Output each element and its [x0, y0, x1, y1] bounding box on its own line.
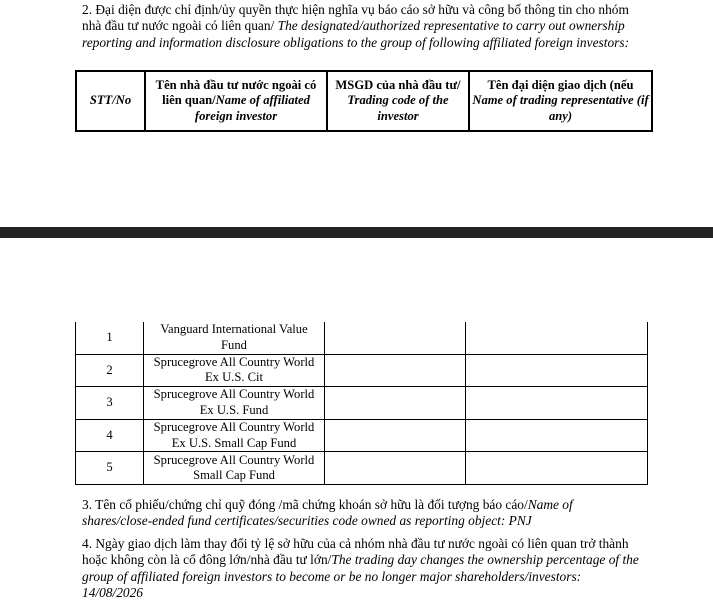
row-number: 3: [76, 387, 144, 420]
trading-representative: [466, 452, 648, 485]
trading-code: [325, 419, 466, 452]
trading-representative: [466, 419, 648, 452]
section-3-vi: 3. Tên cổ phiếu/chứng chỉ quỹ đóng /mã chứng khoán sở hữu là đối tượng báo cáo/: [82, 497, 528, 512]
header-stt: STT/No: [76, 71, 145, 131]
trading-representative: [466, 322, 648, 354]
row-number: 1: [76, 322, 144, 354]
table-row: [76, 452, 648, 485]
table-row: [76, 419, 648, 452]
investor-name: Sprucegrove All Country World Small Cap Fund: [144, 452, 325, 485]
investor-name: Sprucegrove All Country World Ex U.S. Small Cap Fund: [144, 419, 325, 452]
investor-name: Vanguard International Value Fund: [144, 322, 325, 354]
header-trading-representative: Tên đại diện giao dịch (nếu Name of trading representative (if any): [469, 71, 652, 131]
investor-table-body: [75, 322, 648, 485]
trading-representative: [466, 387, 648, 420]
table-row: [76, 387, 648, 420]
table-row: [76, 354, 648, 387]
investor-name: Sprucegrove All Country World Ex U.S. Cit: [144, 354, 325, 387]
section-3-en: Name of shares/close-ended fund certificates/securities code owned as reporting object: PNJ: [82, 497, 573, 529]
investor-table-header: [75, 70, 653, 132]
section-3-paragraph: [82, 497, 642, 530]
page-divider: [0, 227, 713, 238]
section-4-paragraph: [82, 536, 642, 602]
investor-name: Sprucegrove All Country World Ex U.S. Fund: [144, 387, 325, 420]
section-2-en: The designated/authorized representative to carry out ownership reporting and information disclosure obligations to the group of following affiliated foreign investors:: [82, 18, 630, 50]
header-investor-name: Tên nhà đầu tư nước ngoài có liên quan/Name of affiliated foreign investor: [145, 71, 327, 131]
table-row: [76, 322, 648, 354]
trading-code: [325, 387, 466, 420]
header-trading-code: MSGD của nhà đầu tư/ Trading code of the investor: [327, 71, 469, 131]
trading-code: [325, 322, 466, 354]
trading-code: [325, 354, 466, 387]
section-4-en: The trading day changes the ownership percentage of the group of affiliated foreign investors to become or be no longer major shareholders/investors: 14/08/2026: [82, 552, 639, 601]
trading-code: [325, 452, 466, 485]
row-number: 2: [76, 354, 144, 387]
row-number: 4: [76, 419, 144, 452]
section-2-vi: 2. Đại diện được chỉ định/ủy quyền thực hiện nghĩa vụ báo cáo sở hữu và công bố thông tin cho nhóm nhà đầu tư nước ngoài có liên quan/: [82, 2, 629, 34]
row-number: 5: [76, 452, 144, 485]
trading-representative: [466, 354, 648, 387]
section-4-vi: 4. Ngày giao dịch làm thay đổi tỷ lệ sở hữu của cả nhóm nhà đầu tư nước ngoài có liên quan trở thành hoặc không còn là cổ đông lớn/nhà đầu tư lớn/: [82, 536, 629, 568]
section-2-paragraph: [82, 2, 642, 51]
